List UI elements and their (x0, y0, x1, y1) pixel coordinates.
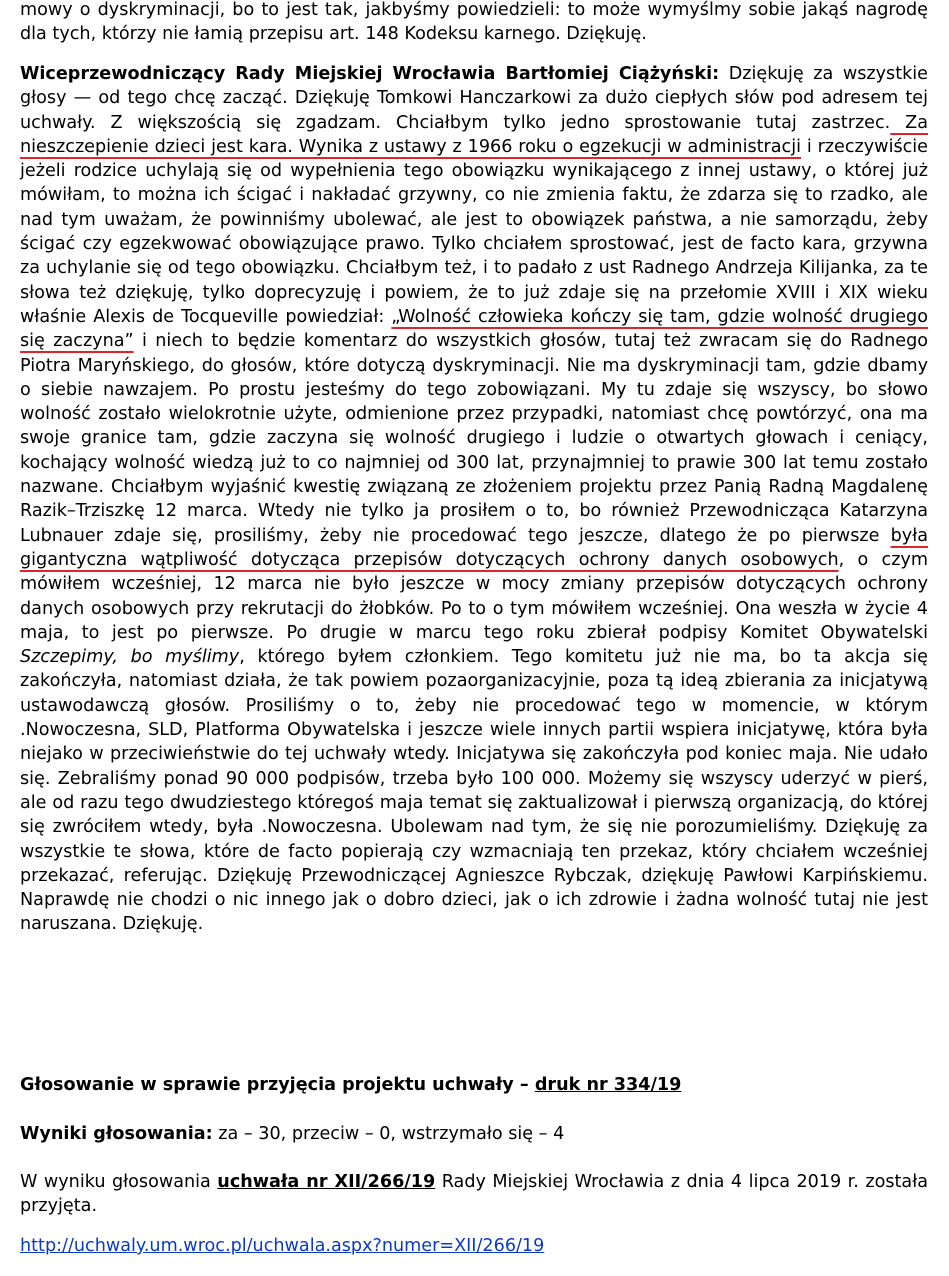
speech-text-1: Dziękuję za wszystkie głosy — od tego chcę zacząć. Dziękuję Tomkowi Hanczarkowi za dużo ciepłych słów pod adresem tej uchwały. Z większością się zgadzam. Chciałbym tylko jedno sprostowanie tutaj zastrzec. (20, 64, 928, 133)
speech-text-2: i rzeczywiście jeżeli rodzice uchylają się od wypełnienia tego obowiązku wynikającego z innej ustawy, o której już mówiłam, to można ich ścigać i nakładać grzywny, co nie zmienia faktu, że zdarza się to rzadko, ale nad tym uważam, że powinniśmy ubolewać, ale jest to obowiązek państwa, a nie samorządu, żeby ścigać czy egzekwować obowiązujące prawo. Tylko chciałem sprostować, jest de facto kara, grzywna za uchylanie się od tego obowiązku. Chciałbym też, i to padało z ust Radnego Andrzeja Kilijanka, za te słowa też dziękuję, tylko doprecyzuję i powiem, że to już zdaje się na przełomie XVIII i XIX wieku właśnie Alexis de Tocqueville powiedział: (20, 136, 929, 327)
outcome-pre: W wyniku głosowania (20, 1172, 218, 1192)
highlight-tocqueville-quote: „Wolność człowieka kończy się tam, gdzie wolność drugiego się zaczyna” (20, 306, 928, 352)
vote-results (20, 1122, 928, 1146)
speech-text-5: , którego byłem członkiem. Tego komitetu już nie ma, bo ta akcja się zakończyła, natomiast działa, że tak powiem pozaorganizacyjnie, poza tą ideą zbierania za inicjatywą ustawodawczą głosów. Prosiliśmy o to, żeby nie procedować tego w momencie, w którym .Nowoczesna, SLD, Platforma Obywatelska i jeszcze wiele innych partii wspiera inicjatywę, która była niejako w przeciwieństwie do tej uchwały wtedy. Inicjatywa się zakończyła pod koniec maja. Nie udało się. Zebraliśmy ponad 90 000 podpisów, trzeba było 100 000. Możemy się wszyscy uderzyć w pierś, ale od razu tego dwudziestego któregoś maja temat się zaktualizował i pierwszą organizacją, do której się zwróciłem wtedy, była .Nowoczesna. Ubolewam nad tym, że się nie porozumieliśmy. Dziękuję za wszystkie te słowa, które de facto popierają czy wzmacniają ten przekaz, który chciałem wcześniej przekazać, referując. Dziękuję Przewodniczącej Agnieszce Rybczak, dziękuję Pawłowi Karpińskiemu. Naprawdę nie chodzi o nic innego jak o dobro dzieci, jak o ich zdrowie i żadna wolność tutaj nie jest naruszana. Dziękuję. (20, 647, 928, 935)
highlight-vaccination-penalty: Za nieszczepienie dzieci jest kara. Wynika z ustawy z 1966 roku o egzekucji w administracji (20, 112, 928, 157)
outcome-post: Rady Miejskiej Wrocławia z dnia 4 lipca 2019 r. została przyjęta. (20, 1172, 928, 1217)
speaker-name: Wiceprzewodniczący Rady Miejskiej Wrocławia Bartłomiej Ciążyński: (20, 64, 720, 84)
speech-text-3: i niech to będzie komentarz do wszystkich głosów, tutaj też zwracam się do Radnego Piotra Maryńskiego, do głosów, które dotyczą dyskryminacji. Nie ma dyskryminacji tam, gdzie dbamy o siebie nawzajem. Po prostu jesteśmy do tego zobowiązani. My tu zdaje się wszyscy, bo słowo wolność zostało wielokrotnie użyte, odmienione przez przypadki, natomiast chcę powtórzyć, ona ma swoje granice tam, gdzie zaczyna się wolność drugiego i ludzie o otwartych głowach i ceniący, kochający wolność wiedzą już to co najmniej od 300 lat, przynajmniej to prawie 300 lat temu zostało nazwane. Chciałbym wyjaśnić kwestię związaną ze złożeniem projektu przez Panią Radną Magdalenę Razik–Trziszkę 12 marca. Wtedy nie tylko ja prosiłem o to, bo również Przewodnicząca Katarzyna Lubnauer zdaje się, prosiliśmy, żeby nie procedować tego jeszcze, dlatego że po pierwsze (20, 331, 929, 546)
committee-name: Szczepimy, bo myślimy (20, 647, 240, 668)
highlight-data-protection: była gigantyczna wątpliwość dotycząca przepisów dotyczących ochrony danych osobowych (20, 525, 928, 570)
vote-doc-reference: druk nr 334/19 (534, 1075, 682, 1095)
results-label: Wyniki głosowania: (20, 1124, 213, 1144)
resolution-link-line (20, 1234, 928, 1258)
vote-outcome (20, 1170, 928, 1219)
vote-heading (20, 1073, 928, 1097)
speech-paragraph (20, 62, 928, 937)
vote-label: Głosowanie w sprawie przyjęcia projektu uchwały – (20, 1075, 535, 1095)
speech-text-4: , o czym mówiłem wcześniej, 12 marca nie było jeszcze w mocy zmiany przepisów dotyczących ochrony danych osobowych przy rekrutacji do żłobków. Po to o tym mówiłem wcześniej. Ona weszła w życie 4 maja, to jest po pierwsze. Po drugie w marcu tego roku zbierał podpisy Komitet Obywatelski (20, 549, 928, 643)
intro-text: mowy o dyskryminacji, bo to jest tak, jakbyśmy powiedzieli: to może wymyślmy sobie jakąś nagrodę dla tych, którzy nie łamią przepisu art. 148 Kodeksu karnego. Dziękuję. (20, 0, 928, 45)
results-text: za – 30, przeciw – 0, wstrzymało się – 4 (212, 1124, 565, 1144)
resolution-number: uchwała nr XII/266/19 (217, 1172, 436, 1192)
intro-paragraph (20, 0, 928, 47)
resolution-link[interactable]: http://uchwaly.um.wroc.pl/uchwala.aspx?numer=XII/266/19 (20, 1236, 545, 1256)
